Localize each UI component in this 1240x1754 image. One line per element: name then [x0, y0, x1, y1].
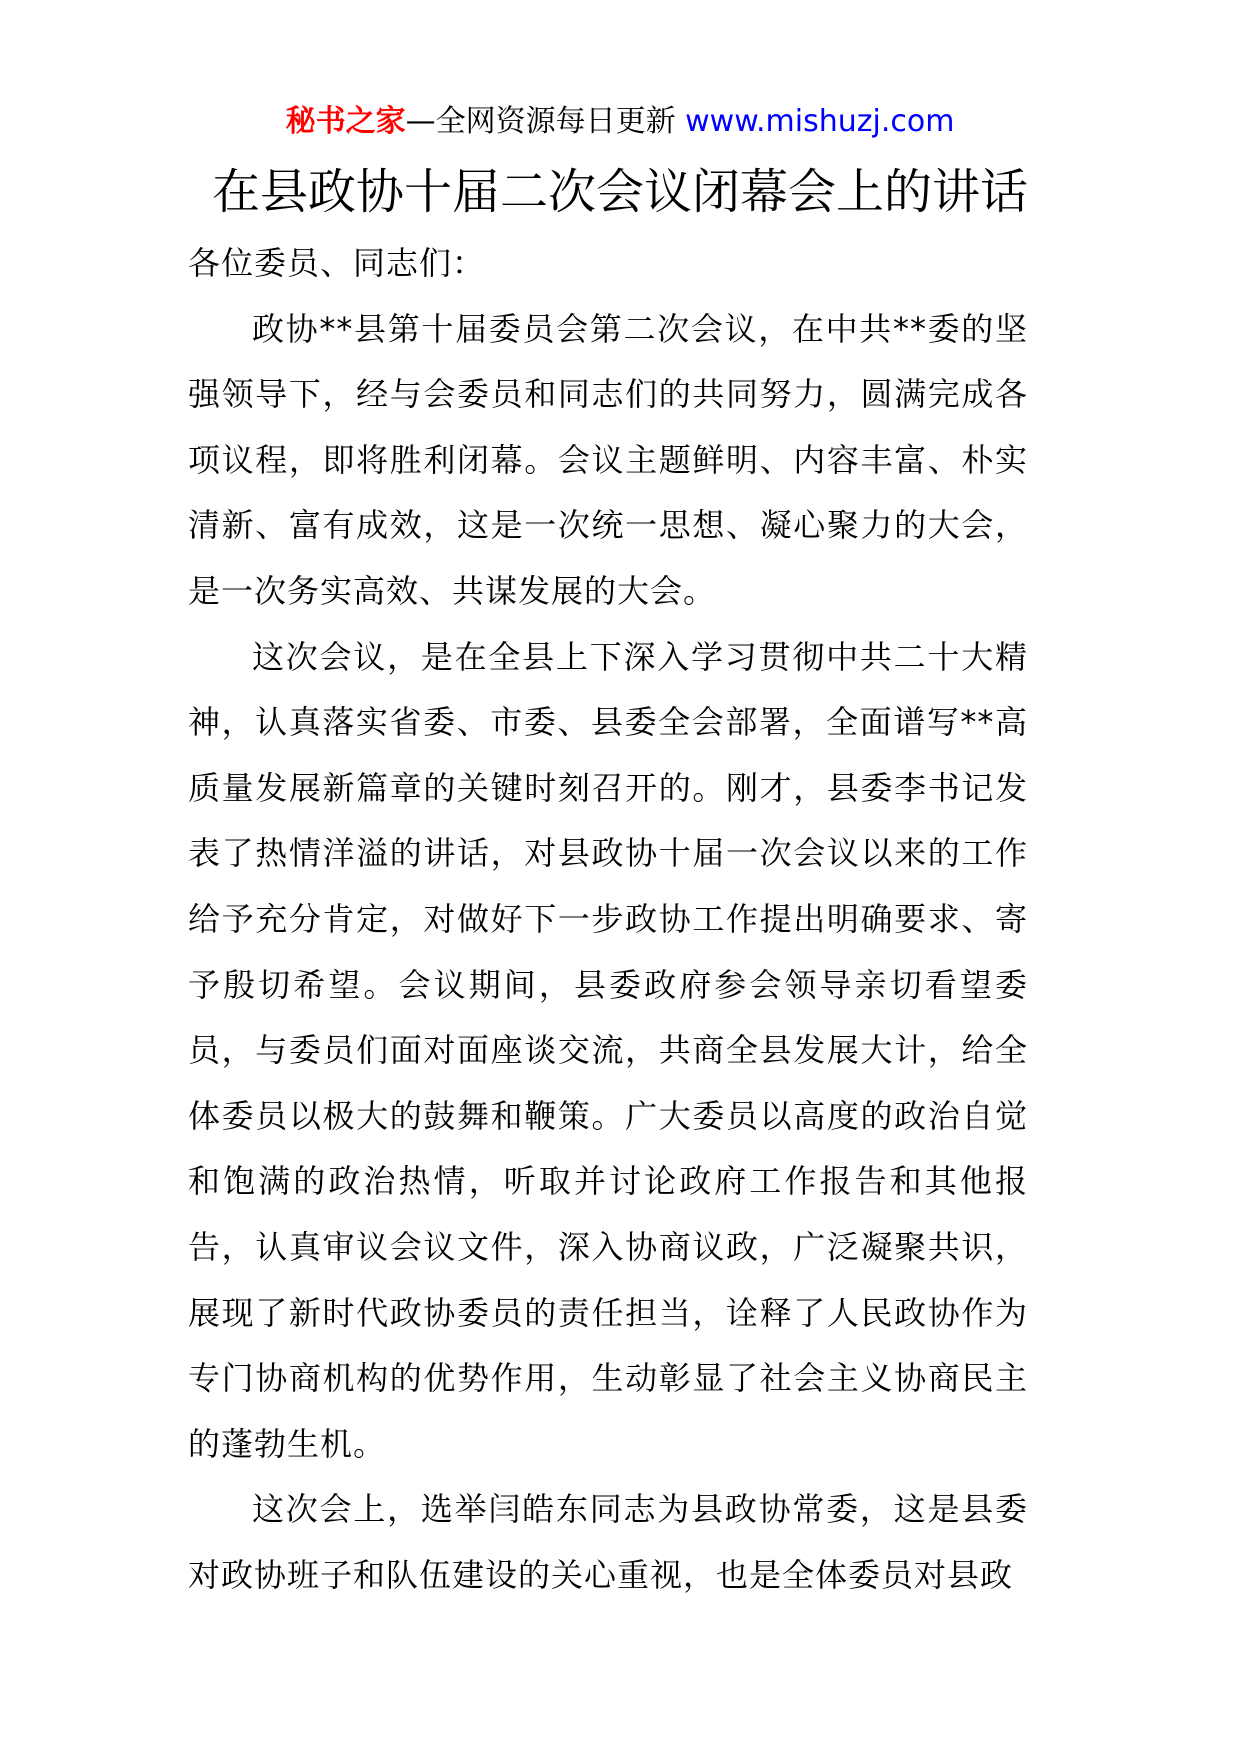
header-tagline: —全网资源每日更新: [405, 104, 676, 139]
document-title: 在县政协十届二次会议闭幕会上的讲话: [211, 164, 1028, 220]
site-url-link[interactable]: www.mishuzj.com: [685, 104, 955, 139]
body-paragraph: 这次会上，选举闫皓东同志为县政协常委，这是县委对政协班子和队伍建设的关心重视，也是全体委员对县政: [188, 1490, 1028, 1594]
brand-name: 秘书之家: [285, 104, 406, 139]
document-body: [188, 231, 1028, 1608]
body-paragraph: 这次会议，是在全县上下深入学习贯彻中共二十大精神，认真落实省委、市委、县委全会部署，全面谱写**高质量发展新篇章的关键时刻召开的。刚才，县委李书记发表了热情洋溢的讲话，对县政协十届一次会议以来的工作给予充分肯定，对做好下一步政协工作提出明确要求、寄予殷切希望。会议期间，县委政府参会领导亲切看望委员，与委员们面对面座谈交流，共商全县发展大计，给全体委员以极大的鼓舞和鞭策。广大委员以高度的政治自觉和饱满的政治热情，听取并讨论政府工作报告和其他报告，认真审议会议文件，深入协商议政，广泛凝聚共识，展现了新时代政协委员的责任担当，诠释了人民政协作为专门协商机构的优势作用，生动彰显了社会主义协商民主的蓬勃生机。: [188, 637, 1028, 1463]
salutation: 各位委员、同志们：: [188, 244, 486, 282]
site-header: [0, 102, 1240, 142]
body-paragraph: 政协**县第十届委员会第二次会议，在中共**委的坚强领导下，经与会委员和同志们的共同努力，圆满完成各项议程，即将胜利闭幕。会议主题鲜明、内容丰富、朴实清新、富有成效，这是一次统一思想、凝心聚力的大会，是一次务实高效、共谋发展的大会。: [188, 309, 1028, 610]
